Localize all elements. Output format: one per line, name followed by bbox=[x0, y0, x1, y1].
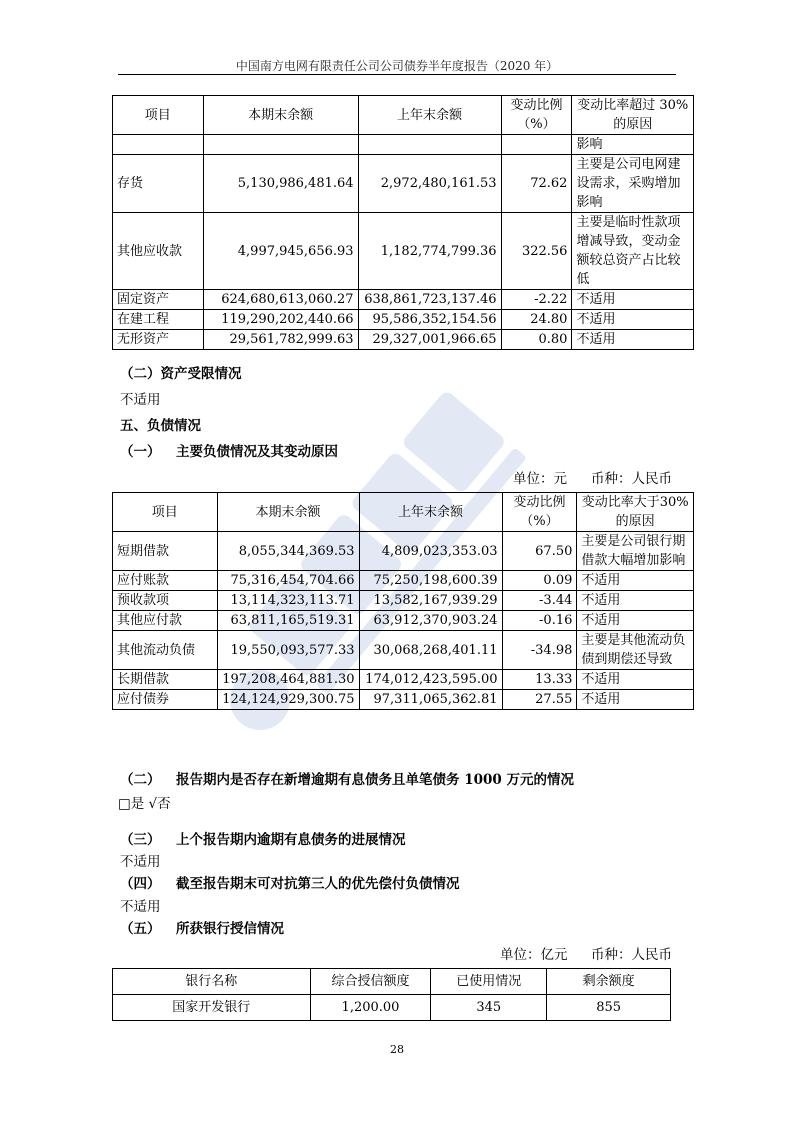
row-reason: 主要是公司电网建设需求，采购增加影响 bbox=[572, 155, 694, 213]
overdue-progress-title: 上个报告期内逾期有息债务的进展情况 bbox=[176, 832, 406, 848]
row-item: 应付账款 bbox=[113, 571, 218, 591]
row-previous: 29,327,001,966.65 bbox=[358, 330, 501, 350]
overdue-progress-num: （三） bbox=[120, 832, 161, 848]
row-previous: 30,068,268,401.11 bbox=[359, 631, 502, 670]
row-current: 8,055,344,369.53 bbox=[217, 532, 359, 571]
row-change: -34.98 bbox=[502, 631, 577, 670]
row-current: 75,316,454,704.66 bbox=[217, 571, 359, 591]
page-header: 中国南方电网有限责任公司公司债券半年度报告（2020 年） bbox=[235, 59, 559, 73]
bank-credit-title: 所获银行授信情况 bbox=[176, 921, 284, 937]
bank-credit-num: （五） bbox=[120, 921, 161, 937]
bank-header-used: 已使用情况 bbox=[431, 969, 547, 995]
table-row bbox=[113, 213, 694, 290]
bank-currency-label: 币种：人民币 bbox=[591, 947, 672, 963]
row-item: 短期借款 bbox=[113, 532, 218, 571]
row-current: 5,130,986,481.64 bbox=[203, 155, 358, 213]
bank-header-name: 银行名称 bbox=[113, 969, 311, 995]
row-previous: 63,912,370,903.24 bbox=[359, 611, 502, 631]
row-item: 预收款项 bbox=[113, 591, 218, 611]
table-row bbox=[113, 155, 694, 213]
assets-header-current: 本期末余额 bbox=[203, 96, 358, 135]
row-previous: 1,182,774,799.36 bbox=[358, 213, 501, 290]
row-reason: 不适用 bbox=[572, 290, 694, 310]
row-change: 0.80 bbox=[501, 330, 572, 350]
row-reason: 不适用 bbox=[572, 330, 694, 350]
row-reason: 不适用 bbox=[577, 571, 694, 591]
row-change: 322.56 bbox=[501, 213, 572, 290]
table-row bbox=[113, 690, 694, 710]
row-change: 0.09 bbox=[502, 571, 577, 591]
overdue-progress-body: 不适用 bbox=[120, 854, 161, 870]
table-row bbox=[113, 631, 694, 670]
bank-total: 1,200.00 bbox=[310, 995, 431, 1021]
main-liabilities-title: 主要负债情况及其变动原因 bbox=[176, 444, 338, 460]
overdue-new-title: 报告期内是否存在新增逾期有息债务且单笔债务 1000 万元的情况 bbox=[176, 772, 574, 788]
header-rule bbox=[118, 74, 676, 75]
table-row bbox=[113, 571, 694, 591]
row-current: 4,997,945,656.93 bbox=[203, 213, 358, 290]
assets-header-change: 变动比例（%） bbox=[501, 96, 572, 135]
liabilities-header-item: 项目 bbox=[113, 493, 218, 532]
liabilities-header-current: 本期末余额 bbox=[217, 493, 359, 532]
row-item: 其他应收款 bbox=[113, 213, 204, 290]
row-change: 27.55 bbox=[502, 690, 577, 710]
row-current: 197,208,464,881.30 bbox=[217, 670, 359, 690]
row-current: 63,811,165,519.31 bbox=[217, 611, 359, 631]
row-reason: 不适用 bbox=[577, 611, 694, 631]
table-row bbox=[113, 330, 694, 350]
row-reason: 不适用 bbox=[577, 591, 694, 611]
asset-restriction-body: 不适用 bbox=[120, 392, 161, 408]
page-number: 28 bbox=[390, 1043, 404, 1056]
row-change: 24.80 bbox=[501, 310, 572, 330]
overdue-new-answer: □是 √否 bbox=[118, 796, 171, 812]
row-current: 124,124,929,300.75 bbox=[217, 690, 359, 710]
row-change: 72.62 bbox=[501, 155, 572, 213]
row-item: 固定资产 bbox=[113, 290, 204, 310]
assets-header-reason: 变动比率超过 30%的原因 bbox=[572, 96, 694, 135]
liabilities-section-title: 五、负债情况 bbox=[120, 418, 201, 434]
row-change: -0.16 bbox=[502, 611, 577, 631]
row-previous: 13,582,167,939.29 bbox=[359, 591, 502, 611]
bank-name: 国家开发银行 bbox=[113, 995, 311, 1021]
row-reason: 不适用 bbox=[577, 690, 694, 710]
liabilities-header-change: 变动比例（%） bbox=[502, 493, 577, 532]
asset-restriction-title: （二）资产受限情况 bbox=[120, 366, 242, 382]
overdue-new-num: （二） bbox=[120, 772, 161, 788]
table-row bbox=[113, 611, 694, 631]
row-item: 其他应付款 bbox=[113, 611, 218, 631]
row-item: 长期借款 bbox=[113, 670, 218, 690]
bank-unit-label: 单位：亿元 bbox=[500, 947, 568, 963]
row-item: 无形资产 bbox=[113, 330, 204, 350]
priority-title: 截至报告期末可对抗第三人的优先偿付负债情况 bbox=[176, 876, 460, 892]
table-row bbox=[113, 591, 694, 611]
table-row bbox=[113, 290, 694, 310]
row-item: 在建工程 bbox=[113, 310, 204, 330]
row-reason: 主要是临时性款项增减导致，变动金额较总资产占比较低 bbox=[572, 213, 694, 290]
row-change: -3.44 bbox=[502, 591, 577, 611]
main-liabilities-num: （一） bbox=[120, 444, 161, 460]
row-change: 13.33 bbox=[502, 670, 577, 690]
row-previous: 2,972,480,161.53 bbox=[358, 155, 501, 213]
row-reason: 主要是公司银行期借款大幅增加影响 bbox=[577, 532, 694, 571]
row-item: 其他流动负债 bbox=[113, 631, 218, 670]
row-previous: 97,311,065,362.81 bbox=[359, 690, 502, 710]
bank-remaining: 855 bbox=[547, 995, 671, 1021]
liabilities-table bbox=[112, 492, 694, 710]
bank-header-total: 综合授信额度 bbox=[310, 969, 431, 995]
row-previous: 638,861,723,137.46 bbox=[358, 290, 501, 310]
row-previous: 174,012,423,595.00 bbox=[359, 670, 502, 690]
assets-header-previous: 上年末余额 bbox=[358, 96, 501, 135]
liabilities-currency-label: 币种：人民币 bbox=[591, 471, 672, 487]
table-row bbox=[113, 135, 694, 155]
assets-header-item: 项目 bbox=[113, 96, 204, 135]
row-current: 624,680,613,060.27 bbox=[203, 290, 358, 310]
liabilities-header-reason: 变动比率大于30%的原因 bbox=[577, 493, 694, 532]
bank-used: 345 bbox=[431, 995, 547, 1021]
table-row bbox=[113, 532, 694, 571]
assets-carry-reason: 影响 bbox=[572, 135, 694, 155]
assets-table bbox=[112, 95, 694, 350]
liabilities-header-previous: 上年末余额 bbox=[359, 493, 502, 532]
row-item: 存货 bbox=[113, 155, 204, 213]
row-item: 应付债券 bbox=[113, 690, 218, 710]
row-reason: 主要是其他流动负债到期偿还导致 bbox=[577, 631, 694, 670]
bank-credit-table bbox=[112, 968, 671, 1021]
priority-num: （四） bbox=[120, 876, 161, 892]
table-row bbox=[113, 670, 694, 690]
table-row bbox=[113, 310, 694, 330]
row-current: 119,290,202,440.66 bbox=[203, 310, 358, 330]
row-current: 29,561,782,999.63 bbox=[203, 330, 358, 350]
row-change: 67.50 bbox=[502, 532, 577, 571]
row-current: 13,114,323,113.71 bbox=[217, 591, 359, 611]
row-change: -2.22 bbox=[501, 290, 572, 310]
row-previous: 4,809,023,353.03 bbox=[359, 532, 502, 571]
bank-header-remaining: 剩余额度 bbox=[547, 969, 671, 995]
row-previous: 75,250,198,600.39 bbox=[359, 571, 502, 591]
row-previous: 95,586,352,154.56 bbox=[358, 310, 501, 330]
row-reason: 不适用 bbox=[572, 310, 694, 330]
table-row bbox=[113, 995, 671, 1021]
priority-body: 不适用 bbox=[120, 899, 161, 915]
liabilities-unit-label: 单位：元 bbox=[513, 471, 567, 487]
row-reason: 不适用 bbox=[577, 670, 694, 690]
row-current: 19,550,093,577.33 bbox=[217, 631, 359, 670]
